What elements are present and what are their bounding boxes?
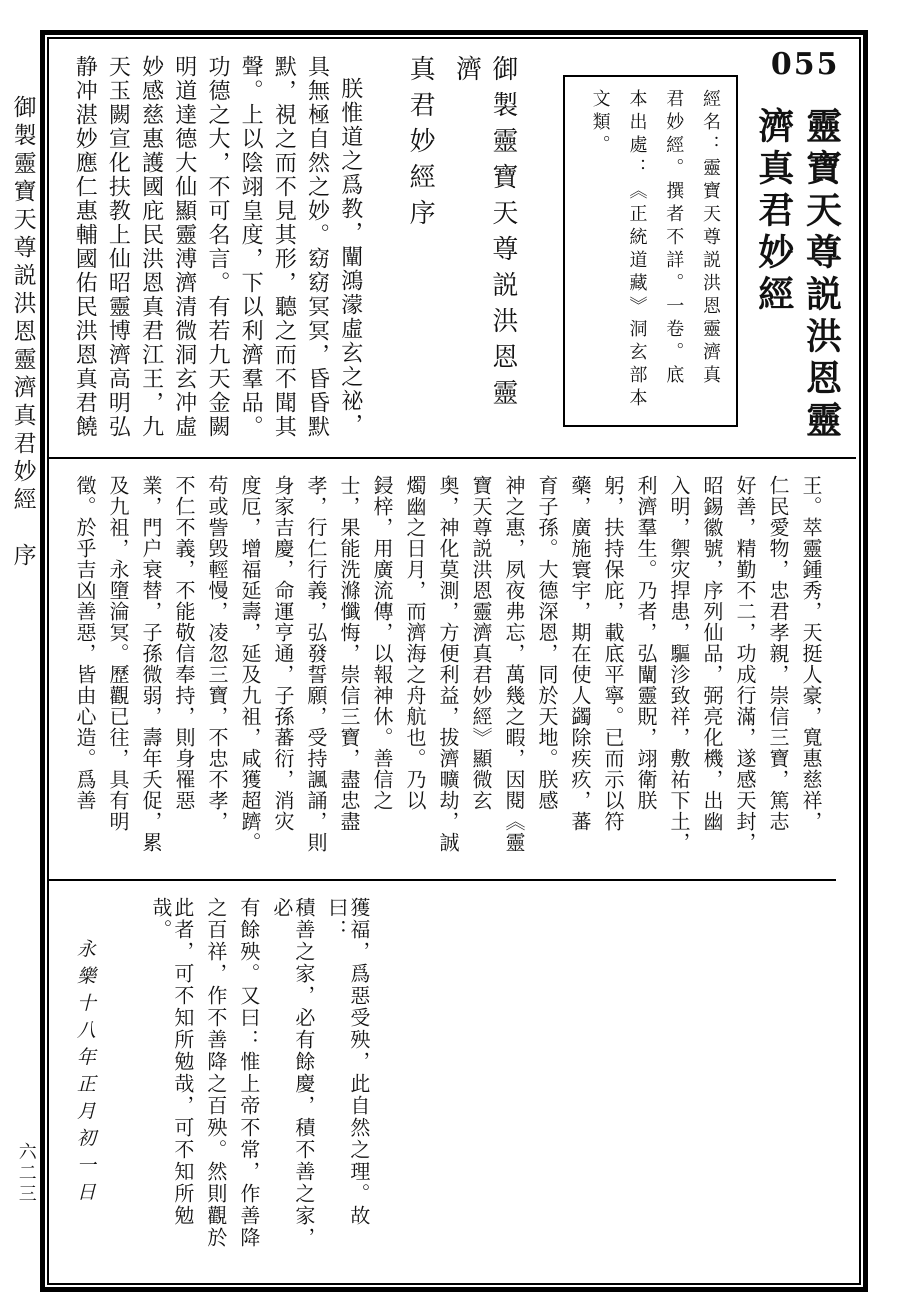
page-frame-inner — [47, 37, 861, 1285]
margin-title: 御製靈寶天尊説洪恩靈濟真君妙經 序 — [9, 95, 36, 571]
text-column: 士，果能洗滌懺悔，崇信三寶，盡忠盡 — [337, 475, 361, 832]
text-column: 獲福，爲惡受殃，此自然之理。故曰： — [324, 897, 371, 1227]
colophon-line: 本出處：《正統道藏》洞玄部本 — [626, 89, 648, 411]
text-column: 明道達德大仙顯靈溥濟清微洞玄冲虛 — [171, 55, 197, 439]
text-column: 奥，神化莫測，方便利益，拔濟曠劫，誠 — [436, 475, 460, 853]
colophon-line: 文類。 — [589, 89, 611, 158]
scripture-title-column-1: 靈寶天尊説洪恩靈 — [800, 107, 843, 443]
text-column: 仁民愛物，忠君孝親，崇信三寶，篤志 — [766, 475, 790, 832]
text-column: 此者，可不知所勉哉，可不知所勉哉。 — [148, 897, 195, 1227]
text-column: 入明，禦灾捍患，驅沴致祥，敷祐下土， — [667, 475, 691, 853]
folio-number: 六二三 — [15, 1142, 37, 1205]
text-column: 寶天尊説洪恩靈濟真君妙經》顯微玄 — [469, 475, 493, 811]
text-column: 朕惟道之爲教，闡鴻濛虛玄之祕， — [337, 77, 363, 437]
text-column: 躬，扶持保庇，載底平寧。已而示以符 — [601, 475, 625, 832]
text-column: 育子孫。大德深恩，同於天地。朕感 — [535, 475, 559, 811]
text-column: 不仁不義，不能敬信奉持，則身罹惡 — [172, 475, 196, 811]
colophon-box — [563, 75, 738, 427]
text-column: 静冲湛妙應仁惠輔國佑民洪恩真君饒 — [72, 55, 98, 439]
scripture-title-column-2: 濟真君妙經 — [752, 107, 795, 317]
text-column: 昭錫徽號，序列仙品，弼亮化機，出幽 — [700, 475, 724, 832]
preface-title-column-2: 真君妙經序 — [405, 55, 436, 235]
text-column: 孝，行仁行義，弘發誓願，受持諷誦，則 — [304, 475, 328, 853]
text-column: 徵。於乎吉凶善惡，皆由心造。爲善 — [73, 475, 97, 811]
text-column: 鋟梓，用廣流傳，以報神休。善信之 — [370, 475, 394, 811]
text-column: 天玉闕宣化扶教上仙昭靈博濟高明弘 — [105, 55, 131, 439]
text-column: 苟或訾毁輕慢，凌忽三寶，不忠不孝， — [205, 475, 229, 832]
text-column: 之百祥，作不善降之百殃。然則觀於 — [203, 897, 228, 1249]
text-column: 業，門户衰替，子孫微弱，壽年夭促，累 — [139, 475, 163, 853]
text-column: 聲。上以陰翊皇度，下以利濟羣品。 — [238, 55, 264, 439]
text-column: 妙感慈惠護國庇民洪恩真君江王，九 — [138, 55, 164, 439]
preface-title-column-1: 御製靈寶天尊説洪恩靈濟 — [451, 55, 518, 415]
text-column: 及九祖，永墮淪冥。歷觀已往，具有明 — [106, 475, 130, 832]
text-column: 神之惠，夙夜弗忘，萬幾之暇，因閱《靈 — [502, 475, 526, 853]
text-column: 利濟羣生。乃者，弘闡靈貺，翊衛朕 — [634, 475, 658, 811]
colophon-line: 君妙經。撰者不詳。一卷。底 — [663, 89, 685, 388]
text-column: 功德之大，不可名言。有若九天金闕 — [204, 55, 230, 439]
text-column: 有餘殃。又曰：惟上帝不常，作善降 — [236, 897, 261, 1249]
register-bottom — [49, 881, 384, 1279]
text-column: 燭幽之日月，而濟海之舟航也。乃以 — [403, 475, 427, 811]
text-column: 默，視之而不見其形，聽之而不聞其 — [271, 55, 297, 439]
text-column: 積善之家，必有餘慶，積不善之家，必 — [269, 897, 316, 1249]
text-column: 度厄，增福延壽，延及九祖，咸獲超躋。 — [238, 475, 262, 853]
register-middle — [49, 459, 836, 881]
text-column: 藥，廣施寰宇，期在使人蠲除疾疚，蕃 — [568, 475, 592, 832]
text-column: 身家吉慶，命運亨通，子孫蕃衍，消灾 — [271, 475, 295, 832]
text-column: 王。萃靈鍾秀，天挺人豪，寬惠慈祥， — [799, 475, 823, 832]
date-column: 永樂十八年正月初一日 — [73, 938, 96, 1209]
text-column: 具無極自然之妙。窈窈冥冥，昏昏默 — [304, 55, 330, 439]
text-column: 好善，精勤不二，功成行滿，遂感天封， — [733, 475, 757, 853]
colophon-line: 經名：靈寶天尊説洪恩靈濟真 — [700, 89, 722, 388]
page-frame — [40, 30, 868, 1292]
catalog-number: 055 — [770, 47, 840, 82]
register-top — [49, 39, 856, 459]
